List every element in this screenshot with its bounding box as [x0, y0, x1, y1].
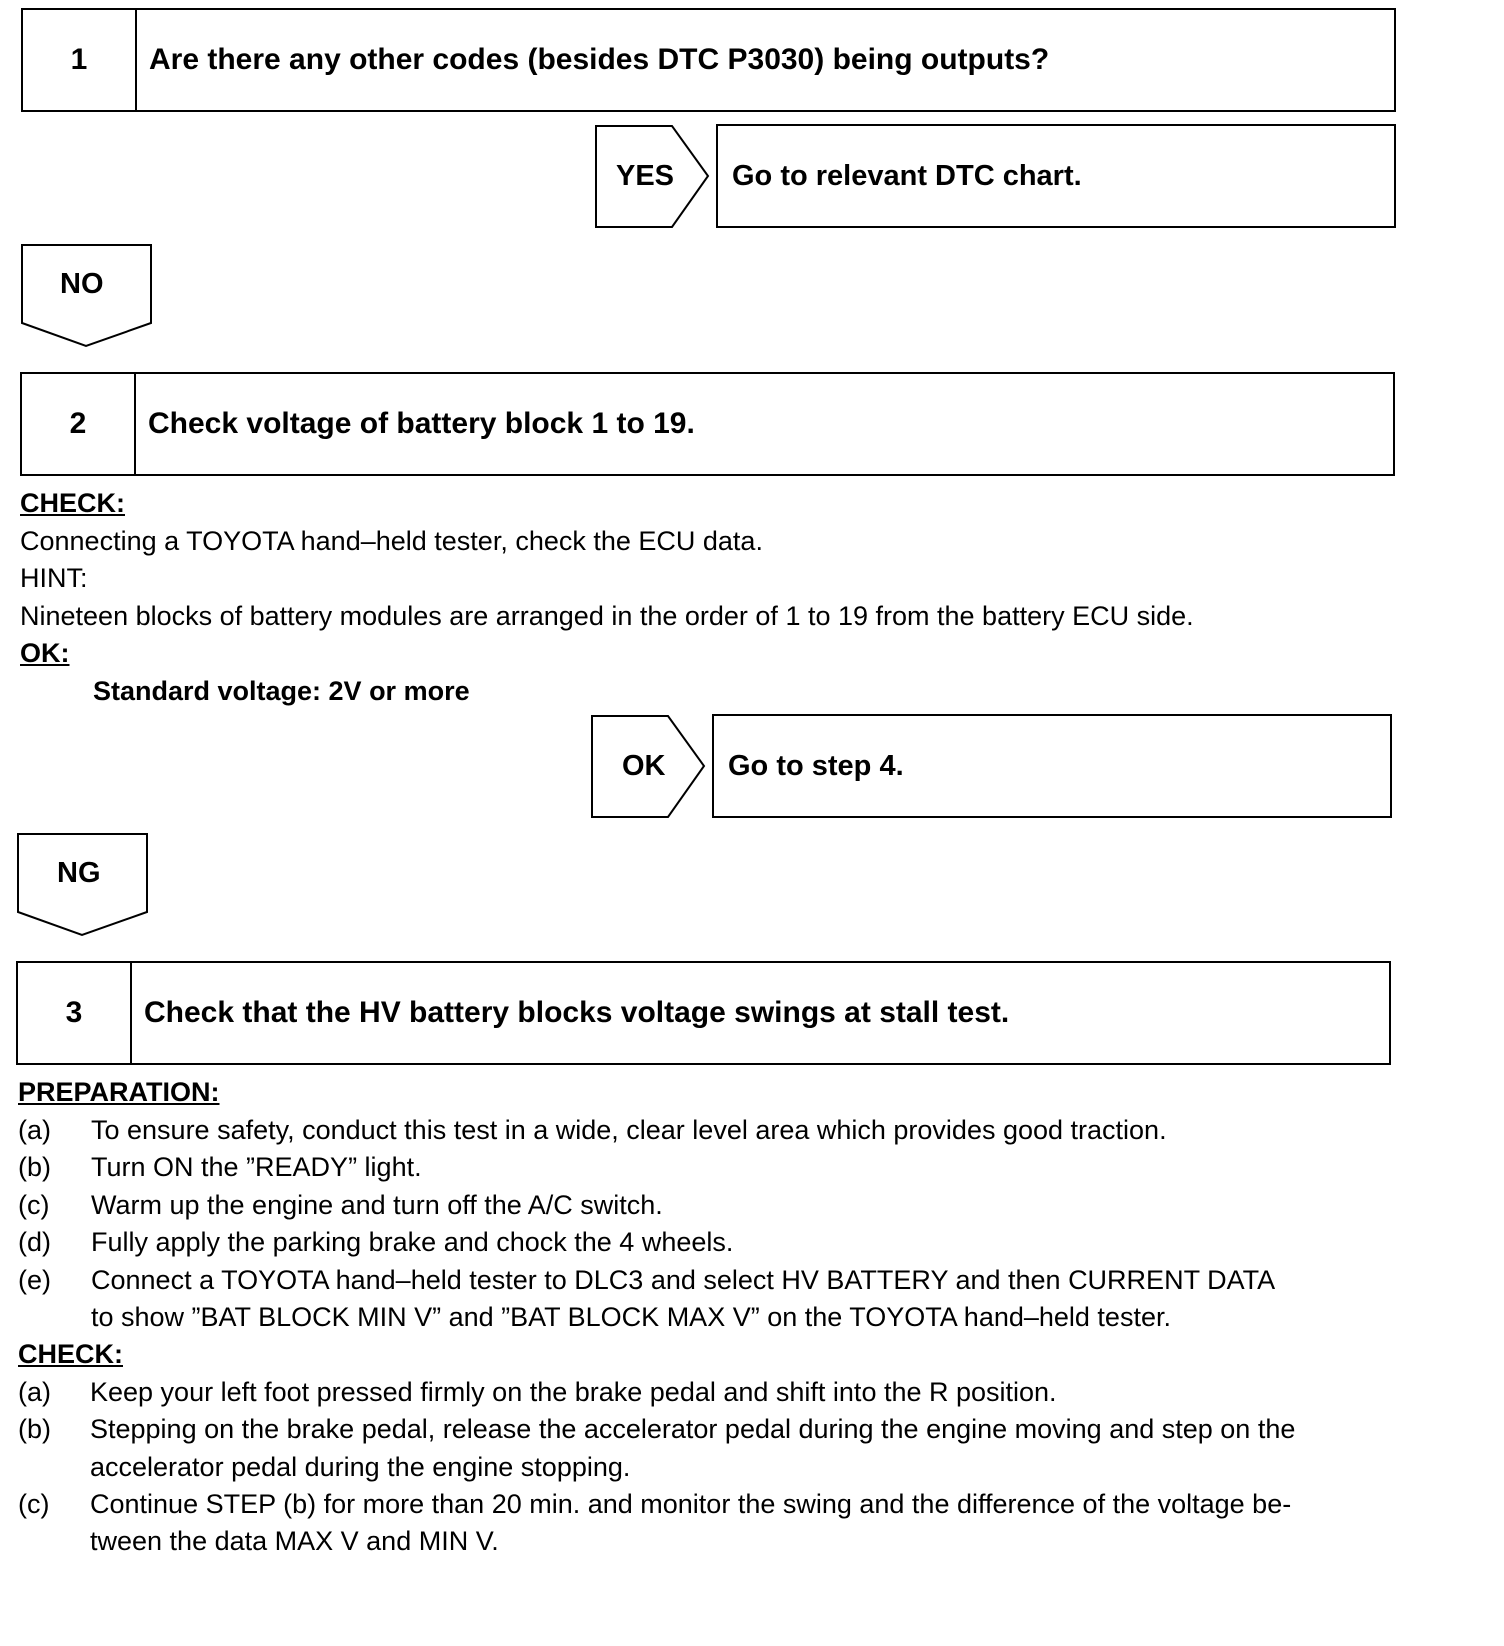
- prep-item-text: to show ”BAT BLOCK MIN V” and ”BAT BLOCK MAX V” on the TOYOTA hand–held tester.: [91, 1302, 1171, 1332]
- step-2-hint-text: Nineteen blocks of battery modules are arranged in the order of 1 to 19 from the battery ECU side.: [20, 601, 1194, 631]
- check-item-text: Keep your left foot pressed firmly on the brake pedal and shift into the R position.: [90, 1377, 1057, 1407]
- prep-item-text: To ensure safety, conduct this test in a wide, clear level area which provides good traction.: [91, 1115, 1167, 1145]
- check-item-text: accelerator pedal during the engine stopping.: [90, 1452, 631, 1482]
- preparation-heading: PREPARATION:: [18, 1077, 220, 1107]
- check-item-label: (a): [18, 1377, 51, 1407]
- step-3-check-heading: CHECK:: [18, 1339, 123, 1369]
- step-2-box: [20, 372, 1395, 476]
- prep-item-label: (b): [18, 1152, 51, 1182]
- step-2-ok-heading: OK:: [20, 638, 70, 668]
- step-1-number: 1: [23, 10, 137, 110]
- no-label: NO: [60, 268, 104, 300]
- step-2-check-text: Connecting a TOYOTA hand–held tester, check the ECU data.: [20, 526, 763, 556]
- step-3-number: 3: [18, 963, 132, 1063]
- standard-voltage: Standard voltage: 2V or more: [93, 676, 470, 706]
- step-2-title: Check voltage of battery block 1 to 19.: [148, 407, 695, 440]
- check-item-label: (b): [18, 1414, 51, 1444]
- prep-item-text: Turn ON the ”READY” light.: [91, 1152, 422, 1182]
- prep-item-label: (e): [18, 1265, 51, 1295]
- step-3-box: [16, 961, 1391, 1065]
- step-1-title: Are there any other codes (besides DTC P3030) being outputs?: [149, 43, 1050, 76]
- yes-result-box: Go to relevant DTC chart.: [716, 124, 1396, 228]
- prep-item-label: (d): [18, 1227, 51, 1257]
- prep-item-text: Warm up the engine and turn off the A/C switch.: [91, 1190, 663, 1220]
- prep-item-text: Fully apply the parking brake and chock the 4 wheels.: [91, 1227, 734, 1257]
- step-1-box: [21, 8, 1396, 112]
- prep-item-label: (a): [18, 1115, 51, 1145]
- check-item-label: (c): [18, 1489, 50, 1519]
- step-2-check-heading: CHECK:: [20, 488, 125, 518]
- step-2-hint-label: HINT:: [20, 563, 88, 593]
- prep-item-text: Connect a TOYOTA hand–held tester to DLC3 and select HV BATTERY and then CURRENT DATA: [91, 1265, 1276, 1295]
- ok-label: OK: [622, 750, 666, 782]
- prep-item-label: (c): [18, 1190, 50, 1220]
- check-item-text: Continue STEP (b) for more than 20 min. and monitor the swing and the difference of the voltage be-: [90, 1489, 1292, 1519]
- yes-label: YES: [616, 160, 675, 192]
- check-item-text: Stepping on the brake pedal, release the accelerator pedal during the engine moving and step on the: [90, 1414, 1296, 1444]
- ok-result-box: Go to step 4.: [712, 714, 1392, 818]
- ng-label: NG: [57, 857, 101, 889]
- step-3-title: Check that the HV battery blocks voltage swings at stall test.: [144, 996, 1010, 1029]
- step-2-number: 2: [22, 374, 136, 474]
- check-item-text: tween the data MAX V and MIN V.: [90, 1526, 499, 1556]
